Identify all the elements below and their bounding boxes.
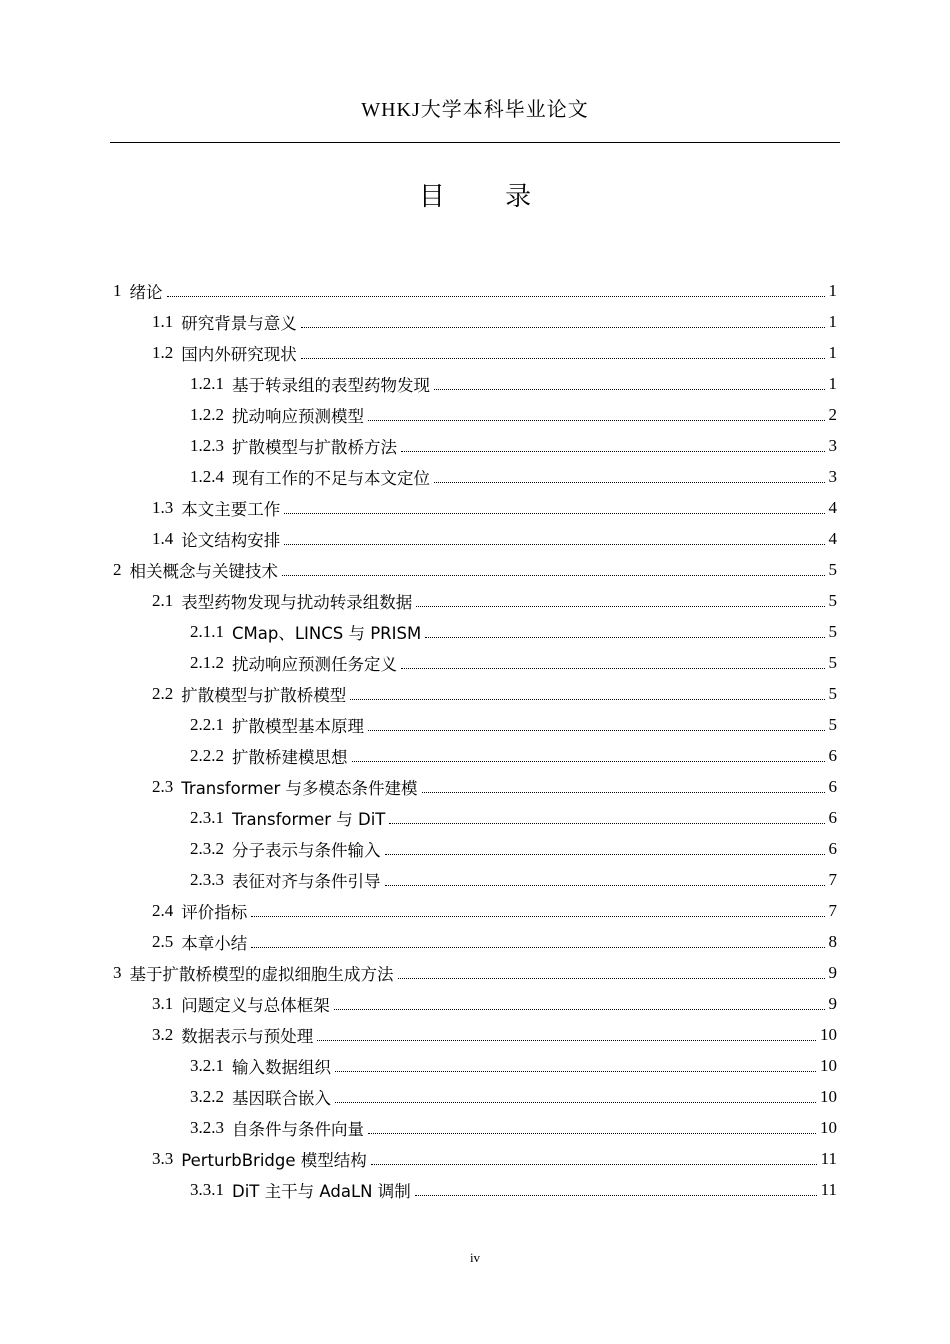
toc-entry-title: 基于扩散桥模型的虚拟细胞生成方法 [129, 964, 394, 984]
toc-entry-number: 3.2.1 [190, 1055, 224, 1075]
toc-dot-leader [368, 1133, 816, 1134]
toc-entry-page: 5 [828, 590, 837, 610]
toc-dot-leader [317, 1040, 816, 1041]
toc-entry[interactable] [0, 895, 837, 926]
toc-entry-number: 3 [113, 962, 122, 982]
toc-entry-number: 1 [113, 280, 122, 300]
toc-entry[interactable] [0, 554, 837, 585]
toc-entry-title: 自条件与条件向量 [232, 1119, 364, 1139]
toc-dot-leader [401, 451, 825, 452]
toc-entry-number: 2.3 [152, 776, 174, 796]
toc-entry-title: 扰动响应预测模型 [232, 406, 364, 426]
toc-entry-page: 10 [820, 1024, 837, 1044]
toc-entry-title: PerturbBridge 模型结构 [181, 1150, 367, 1170]
toc-dot-leader [350, 699, 824, 700]
toc-entry-number: 1.4 [152, 528, 174, 548]
table-of-contents [0, 275, 950, 1205]
toc-entry-page: 6 [828, 776, 837, 796]
toc-entry-page: 5 [828, 621, 837, 641]
toc-entry[interactable] [0, 709, 837, 740]
toc-entry-title: 表征对齐与条件引导 [232, 871, 381, 891]
toc-entry[interactable] [0, 368, 837, 399]
toc-entry-title: CMap、LINCS 与 PRISM [232, 623, 422, 643]
toc-entry-page: 11 [820, 1179, 837, 1199]
toc-entry-page: 9 [828, 993, 837, 1013]
toc-dot-leader [389, 823, 824, 824]
toc-entry-page: 10 [820, 1086, 837, 1106]
toc-dot-leader [398, 978, 825, 979]
toc-entry[interactable] [0, 461, 837, 492]
toc-dot-leader [422, 792, 825, 793]
toc-dot-leader [434, 389, 825, 390]
toc-entry-number: 3.2 [152, 1024, 174, 1044]
toc-entry[interactable] [0, 988, 837, 1019]
toc-entry-page: 1 [828, 373, 837, 393]
toc-entry[interactable] [0, 647, 837, 678]
toc-entry-page: 6 [828, 838, 837, 858]
toc-entry-number: 2 [113, 559, 122, 579]
toc-entry-number: 2.2.2 [190, 745, 224, 765]
toc-entry-page: 4 [828, 528, 837, 548]
toc-entry-title: 扰动响应预测任务定义 [232, 654, 397, 674]
toc-entry[interactable] [0, 337, 837, 368]
toc-entry[interactable] [0, 926, 837, 957]
toc-entry-number: 2.1.1 [190, 621, 224, 641]
page-header: WHKJ大学本科毕业论文 [361, 99, 589, 121]
toc-entry[interactable] [0, 1081, 837, 1112]
toc-dot-leader [368, 420, 825, 421]
toc-entry[interactable] [0, 275, 837, 306]
toc-entry[interactable] [0, 1174, 837, 1205]
toc-entry[interactable] [0, 771, 837, 802]
page-number: iv [469, 1250, 481, 1265]
toc-dot-leader [167, 296, 825, 297]
toc-entry-title: 输入数据组织 [232, 1057, 331, 1077]
toc-entry-number: 1.2.1 [190, 373, 224, 393]
toc-entry-title: 分子表示与条件输入 [232, 840, 381, 860]
toc-entry-title: 基因联合嵌入 [232, 1088, 331, 1108]
toc-entry[interactable] [0, 523, 837, 554]
toc-entry-page: 7 [828, 869, 837, 889]
toc-entry-number: 2.2.1 [190, 714, 224, 734]
toc-entry-page: 1 [828, 280, 837, 300]
toc-entry-title: 扩散模型基本原理 [232, 716, 364, 736]
toc-entry-number: 2.3.1 [190, 807, 224, 827]
toc-entry-title: 数据表示与预处理 [181, 1026, 314, 1046]
toc-entry-page: 8 [828, 931, 837, 951]
toc-dot-leader [335, 1102, 816, 1103]
toc-entry[interactable] [0, 430, 837, 461]
toc-dot-leader [301, 358, 825, 359]
toc-entry-page: 11 [820, 1148, 837, 1168]
toc-entry[interactable] [0, 1019, 837, 1050]
toc-entry-title: 扩散桥建模思想 [232, 747, 348, 767]
toc-dot-leader [282, 575, 825, 576]
toc-entry-title: 扩散模型与扩散桥方法 [232, 437, 397, 457]
toc-entry-number: 3.2.2 [190, 1086, 224, 1106]
toc-entry-page: 7 [828, 900, 837, 920]
toc-dot-leader [334, 1009, 825, 1010]
toc-entry-title: 问题定义与总体框架 [181, 995, 330, 1015]
toc-entry-title: 国内外研究现状 [181, 344, 297, 364]
toc-entry[interactable] [0, 802, 837, 833]
toc-entry-page: 6 [828, 807, 837, 827]
toc-entry[interactable] [0, 306, 837, 337]
toc-dot-leader [284, 513, 824, 514]
toc-dot-leader [416, 606, 824, 607]
toc-entry-title: 相关概念与关键技术 [129, 561, 278, 581]
toc-entry-page: 10 [820, 1055, 837, 1075]
toc-entry-number: 1.2 [152, 342, 174, 362]
toc-entry-title: 扩散模型与扩散桥模型 [181, 685, 347, 705]
toc-entry-number: 3.1 [152, 993, 174, 1013]
toc-entry-number: 1.2.2 [190, 404, 224, 424]
toc-entry-page: 3 [828, 435, 837, 455]
toc-entry-title: 论文结构安排 [181, 530, 281, 550]
toc-dot-leader [425, 637, 824, 638]
toc-entry[interactable] [0, 1143, 837, 1174]
toc-entry-number: 2.1.2 [190, 652, 224, 672]
toc-entry[interactable] [0, 678, 837, 709]
toc-entry-page: 1 [828, 342, 837, 362]
toc-entry-title: 绪论 [129, 282, 163, 302]
toc-entry-number: 3.2.3 [190, 1117, 224, 1137]
toc-entry-number: 1.1 [152, 311, 174, 331]
toc-dot-leader [352, 761, 825, 762]
toc-entry[interactable] [0, 1050, 837, 1081]
toc-entry[interactable] [0, 864, 837, 895]
toc-entry-page: 6 [828, 745, 837, 765]
header-divider [110, 142, 840, 143]
toc-entry[interactable] [0, 585, 837, 616]
toc-dot-leader [251, 947, 824, 948]
toc-entry[interactable] [0, 492, 837, 523]
toc-entry-page: 5 [828, 652, 837, 672]
toc-entry-page: 5 [828, 559, 837, 579]
toc-dot-leader [335, 1071, 816, 1072]
toc-entry-title: Transformer 与 DiT [232, 809, 386, 829]
toc-entry[interactable] [0, 1112, 837, 1143]
toc-dot-leader [368, 730, 825, 731]
toc-dot-leader [415, 1195, 817, 1196]
toc-entry-page: 1 [828, 311, 837, 331]
toc-dot-leader [401, 668, 825, 669]
toc-entry-title: Transformer 与多模态条件建模 [181, 778, 418, 798]
toc-dot-leader [301, 327, 825, 328]
toc-entry-title: DiT 主干与 AdaLN 调制 [232, 1181, 411, 1201]
toc-entry-title: 评价指标 [181, 902, 248, 922]
toc-dot-leader [385, 885, 825, 886]
toc-dot-leader [385, 854, 825, 855]
toc-entry-number: 1.2.3 [190, 435, 224, 455]
toc-entry-number: 1.3 [152, 497, 174, 517]
toc-entry[interactable] [0, 957, 837, 988]
toc-entry-title: 现有工作的不足与本文定位 [232, 468, 430, 488]
toc-entry-number: 2.1 [152, 590, 174, 610]
toc-entry-number: 2.4 [152, 900, 174, 920]
toc-entry-number: 2.5 [152, 931, 174, 951]
toc-entry[interactable] [0, 399, 837, 430]
toc-entry-page: 9 [828, 962, 837, 982]
toc-entry-page: 10 [820, 1117, 837, 1137]
toc-dot-leader [284, 544, 824, 545]
toc-dot-leader [371, 1164, 817, 1165]
toc-entry-page: 5 [828, 683, 837, 703]
toc-heading: 目 录 [418, 182, 558, 212]
toc-entry-number: 3.3 [152, 1148, 174, 1168]
toc-entry-title: 基于转录组的表型药物发现 [232, 375, 430, 395]
toc-entry-page: 2 [828, 404, 837, 424]
toc-dot-leader [434, 482, 825, 483]
toc-entry-number: 1.2.4 [190, 466, 224, 486]
toc-entry-title: 研究背景与意义 [181, 313, 297, 333]
toc-entry-page: 4 [828, 497, 837, 517]
toc-entry-page: 3 [828, 466, 837, 486]
toc-entry-number: 2.2 [152, 683, 174, 703]
toc-entry-page: 5 [828, 714, 837, 734]
toc-entry[interactable] [0, 616, 837, 647]
toc-entry-number: 3.3.1 [190, 1179, 224, 1199]
toc-entry-number: 2.3.2 [190, 838, 224, 858]
toc-entry[interactable] [0, 740, 837, 771]
toc-entry[interactable] [0, 833, 837, 864]
toc-entry-number: 2.3.3 [190, 869, 224, 889]
toc-entry-title: 本文主要工作 [181, 499, 281, 519]
toc-dot-leader [251, 916, 824, 917]
toc-entry-title: 表型药物发现与扰动转录组数据 [181, 592, 413, 612]
toc-entry-title: 本章小结 [181, 933, 248, 953]
